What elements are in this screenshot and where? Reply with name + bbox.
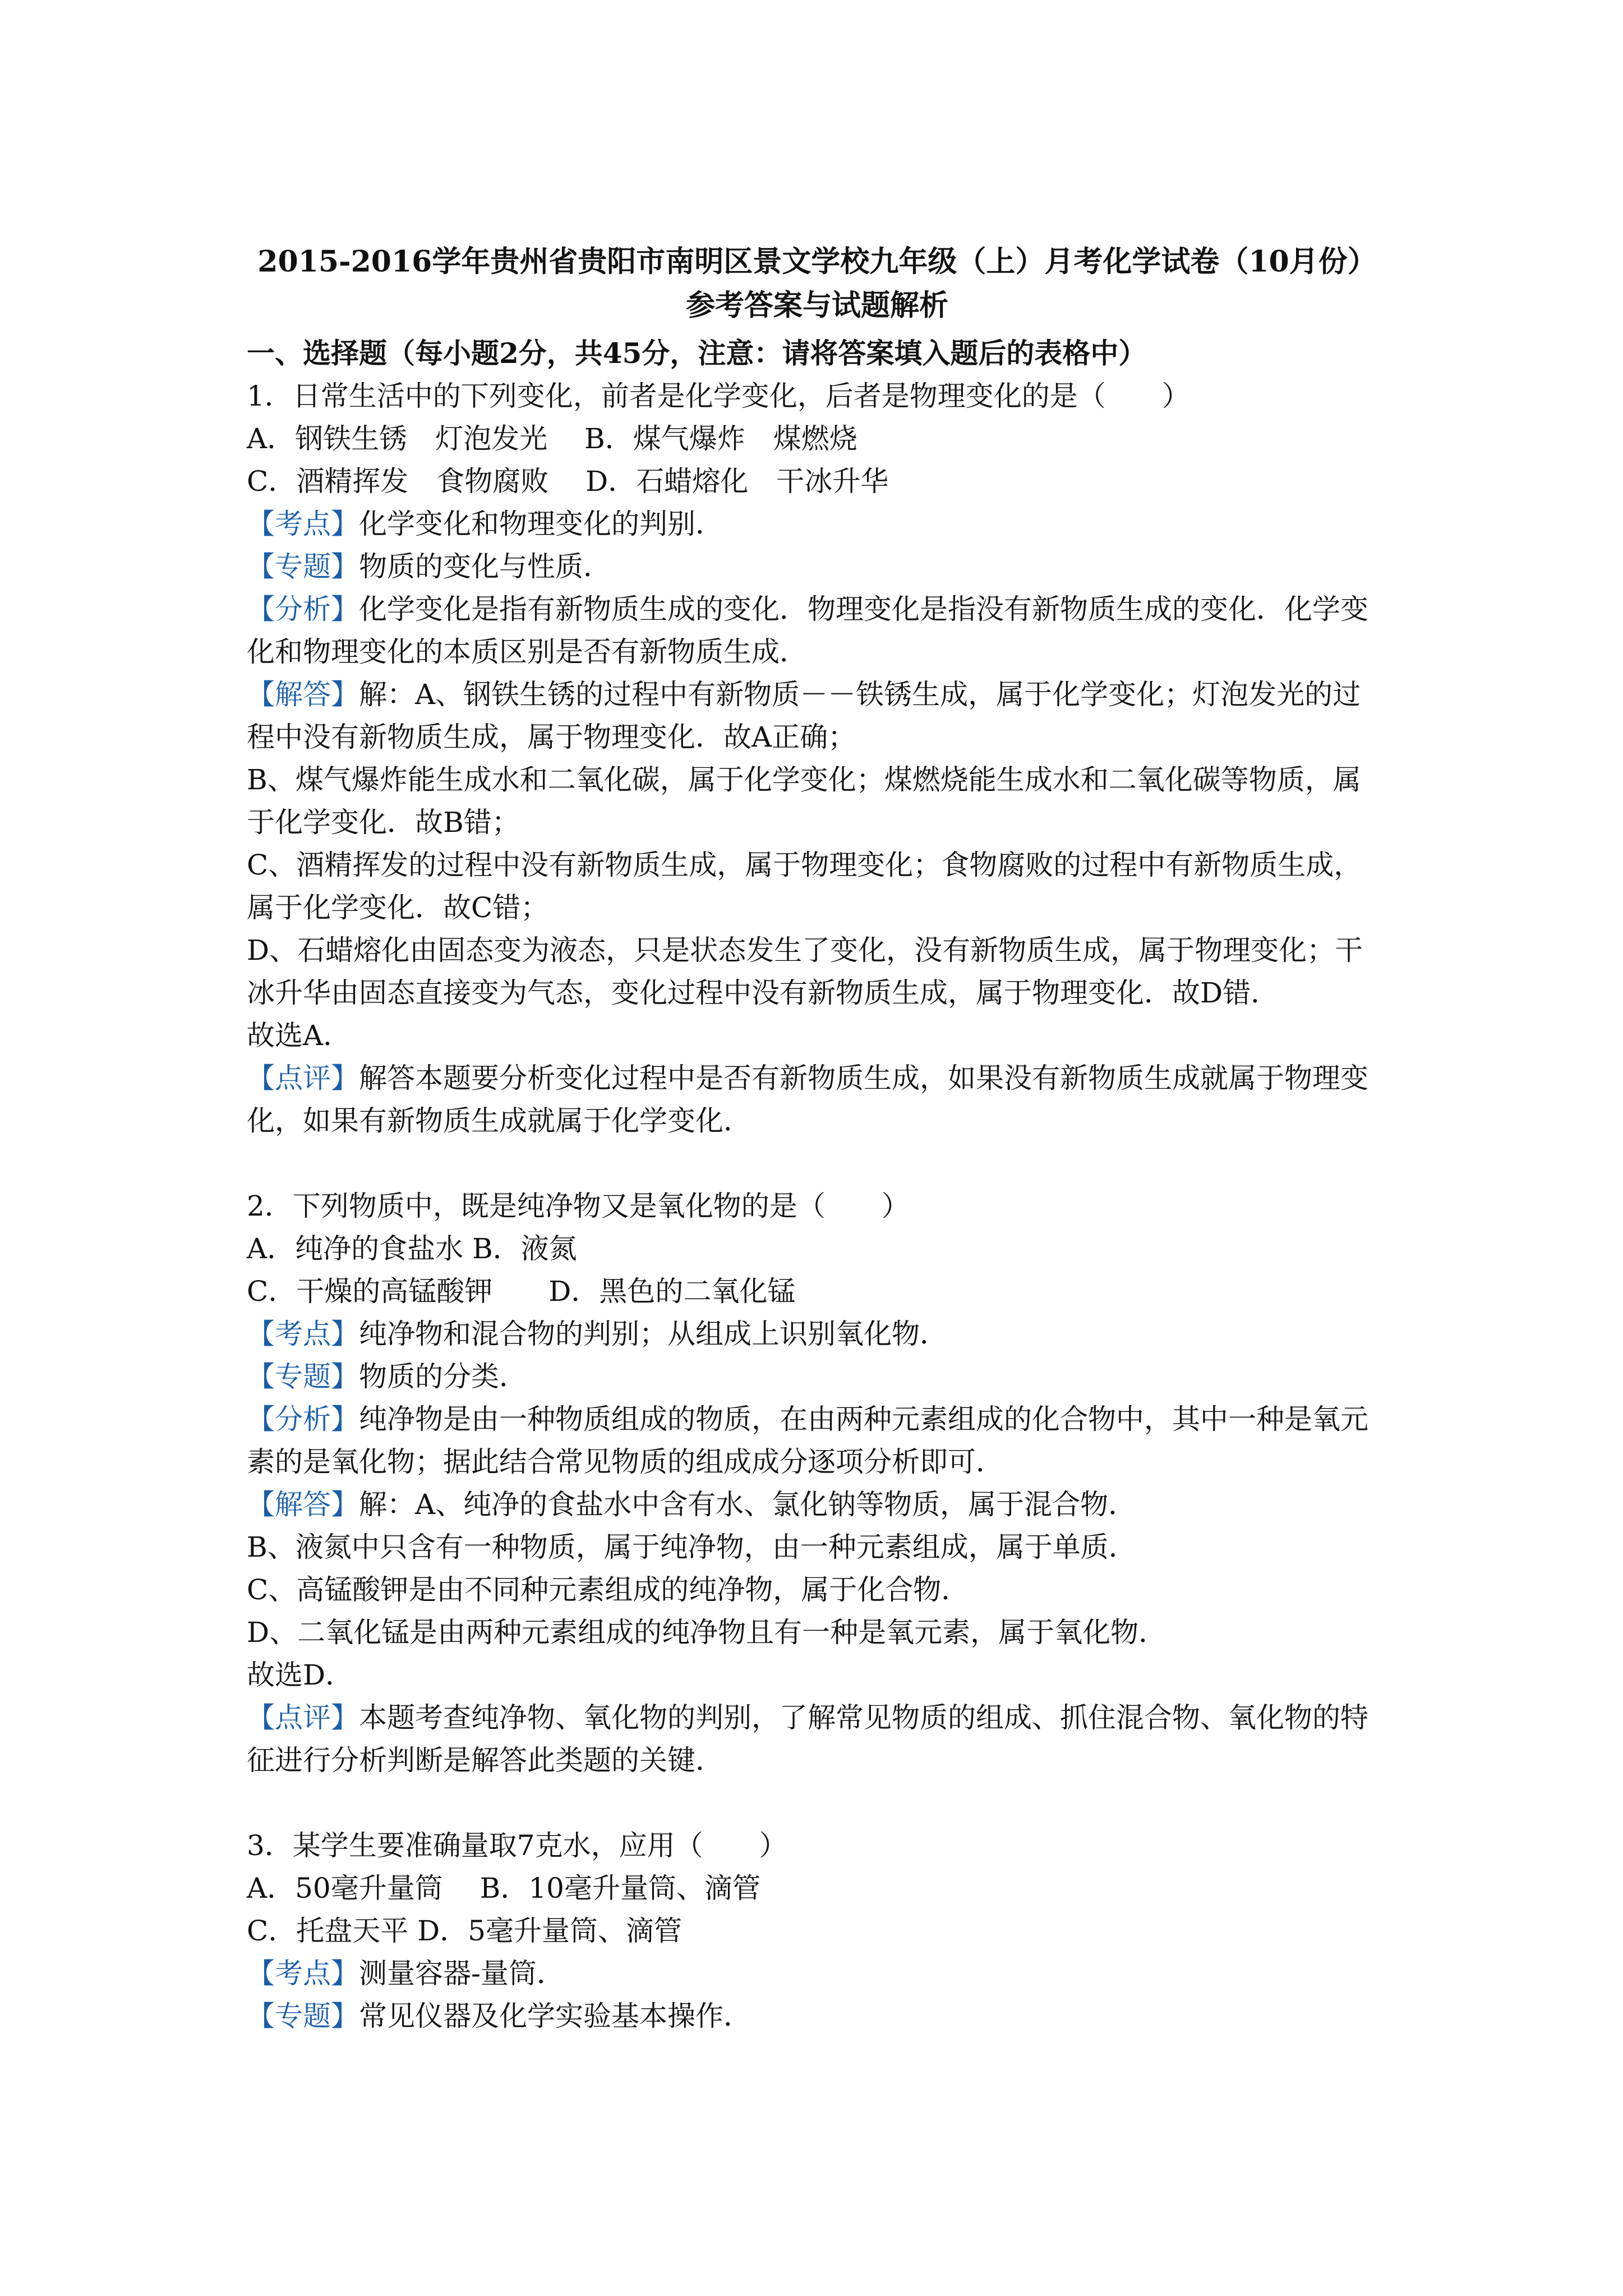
answer-line: 故选A． [247,1019,352,1052]
kaodian-tag: 【考点】 [247,1318,359,1350]
spacer [247,1142,1391,1185]
fenxi-text: 纯净物是由一种物质组成的物质，在由两种元素组成的化合物中，其中一种是氧元 [359,1403,1368,1435]
jieda-row [247,1483,1391,1526]
fenxi-row [247,1398,1391,1441]
question-1 [247,375,1391,1142]
spacer [247,1782,1391,1824]
jieda-line: D、石蜡熔化由固态变为液态，只是状态发生了变化，没有新物质生成，属于物理变化；干 [247,934,1363,967]
question-stem: 2．下列物质中，既是纯净物又是氧化物的是（ ） [247,1190,910,1222]
jieda-tag: 【解答】 [247,678,359,711]
title-block [247,240,1387,328]
document-subtitle: 参考答案与试题解析 [685,288,948,323]
zhuanti-row [247,1355,1391,1398]
document-title: 2015-2016学年贵州省贵阳市南明区景文学校九年级（上）月考化学试卷（10月份） [257,245,1377,279]
fenxi-tag: 【分析】 [247,1403,359,1435]
dianping-continued: 化，如果有新物质生成就属于化学变化． [247,1105,751,1137]
options-ab: A．50毫升量筒 B．10毫升量筒、滴管 [247,1872,760,1904]
kaodian-text: 纯净物和混合物的判别；从组成上识别氧化物． [359,1318,948,1350]
zhuanti-text: 物质的变化与性质． [359,550,611,583]
dianping-continued: 征进行分析判断是解答此类题的关键． [247,1744,723,1777]
fenxi-row [247,588,1391,631]
dianping-text: 解答本题要分析变化过程中是否有新物质生成，如果没有新物质生成就属于物理变 [359,1062,1368,1094]
jieda-tag: 【解答】 [247,1488,359,1521]
options-ab: A．钢铁生锈 灯泡发光 B．煤气爆炸 煤燃烧 [247,422,857,455]
fenxi-tag: 【分析】 [247,593,359,625]
options-cd: C．托盘天平 D．5毫升量筒、滴管 [247,1915,683,1947]
dianping-row [247,1696,1391,1739]
fenxi-text: 化学变化是指有新物质生成的变化．物理变化是指没有新物质生成的变化．化学变 [359,593,1368,625]
jieda-line: 冰升华由固态直接变为气态，变化过程中没有新物质生成，属于物理变化．故D错． [247,977,1279,1009]
zhuanti-row [247,545,1391,588]
jieda-line: 属于化学变化．故C错； [247,891,549,924]
fenxi-continued: 素的是氧化物；据此结合常见物质的组成成分逐项分析即可． [247,1446,1004,1478]
jieda-text: 解：A、钢铁生锈的过程中有新物质－－铁锈生成，属于化学变化；灯泡发光的过 [359,678,1361,711]
zhuanti-text: 物质的分类． [359,1360,527,1393]
dianping-text: 本题考查纯净物、氧化物的判别，了解常见物质的组成、抓住混合物、氧化物的特 [359,1701,1368,1734]
jieda-line: 于化学变化．故B错； [247,806,520,839]
kaodian-text: 测量容器-量筒． [359,1957,565,1990]
options-cd: C．酒精挥发 食物腐败 D．石蜡熔化 干冰升华 [247,465,889,498]
kaodian-tag: 【考点】 [247,1957,359,1990]
jieda-row [247,673,1391,716]
jieda-line: B、液氮中只含有一种物质，属于纯净物，由一种元素组成，属于单质． [247,1531,1137,1563]
zhuanti-row [247,1995,1391,2037]
zhuanti-tag: 【专题】 [247,550,359,583]
fenxi-continued: 化和物理变化的本质区别是否有新物质生成． [247,636,808,668]
section-heading: 一、选择题（每小题2分，共45分，注意：请将答案填入题后的表格中） [247,337,1147,370]
question-stem: 3．某学生要准确量取7克水，应用（ ） [247,1829,787,1862]
options-cd: C．干燥的高锰酸钾 D．黑色的二氧化锰 [247,1275,796,1308]
kaodian-row [247,1952,1391,1995]
kaodian-text: 化学变化和物理变化的判别． [359,508,723,540]
jieda-line: C、高锰酸钾是由不同种元素组成的纯净物，属于化合物． [247,1573,970,1606]
question-3 [247,1824,1391,2037]
dianping-tag: 【点评】 [247,1701,359,1734]
dianping-tag: 【点评】 [247,1062,359,1094]
question-stem: 1．日常生活中的下列变化，前者是化学变化，后者是物理变化的是（ ） [247,380,1190,412]
options-ab: A．纯净的食盐水 B．液氮 [247,1232,577,1265]
kaodian-row [247,503,1391,545]
zhuanti-tag: 【专题】 [247,2000,359,2032]
zhuanti-text: 常见仪器及化学实验基本操作． [359,2000,751,2032]
kaodian-tag: 【考点】 [247,508,359,540]
jieda-text: 解：A、纯净的食盐水中含有水、氯化钠等物质，属于混合物． [359,1488,1137,1521]
jieda-line: D、二氧化锰是由两种元素组成的纯净物且有一种是氧元素，属于氧化物． [247,1616,1167,1649]
answer-line: 故选D． [247,1659,354,1691]
jieda-line: 程中没有新物质生成，属于物理变化．故A正确； [247,721,856,753]
jieda-line: B、煤气爆炸能生成水和二氧化碳，属于化学变化；煤燃烧能生成水和二氧化碳等物质，属 [247,763,1361,796]
kaodian-row [247,1313,1391,1355]
question-2 [247,1185,1391,1782]
document-body [247,325,1391,2037]
jieda-line: C、酒精挥发的过程中没有新物质生成，属于物理变化；食物腐败的过程中有新物质生成， [247,849,1362,881]
zhuanti-tag: 【专题】 [247,1360,359,1393]
dianping-row [247,1057,1391,1099]
